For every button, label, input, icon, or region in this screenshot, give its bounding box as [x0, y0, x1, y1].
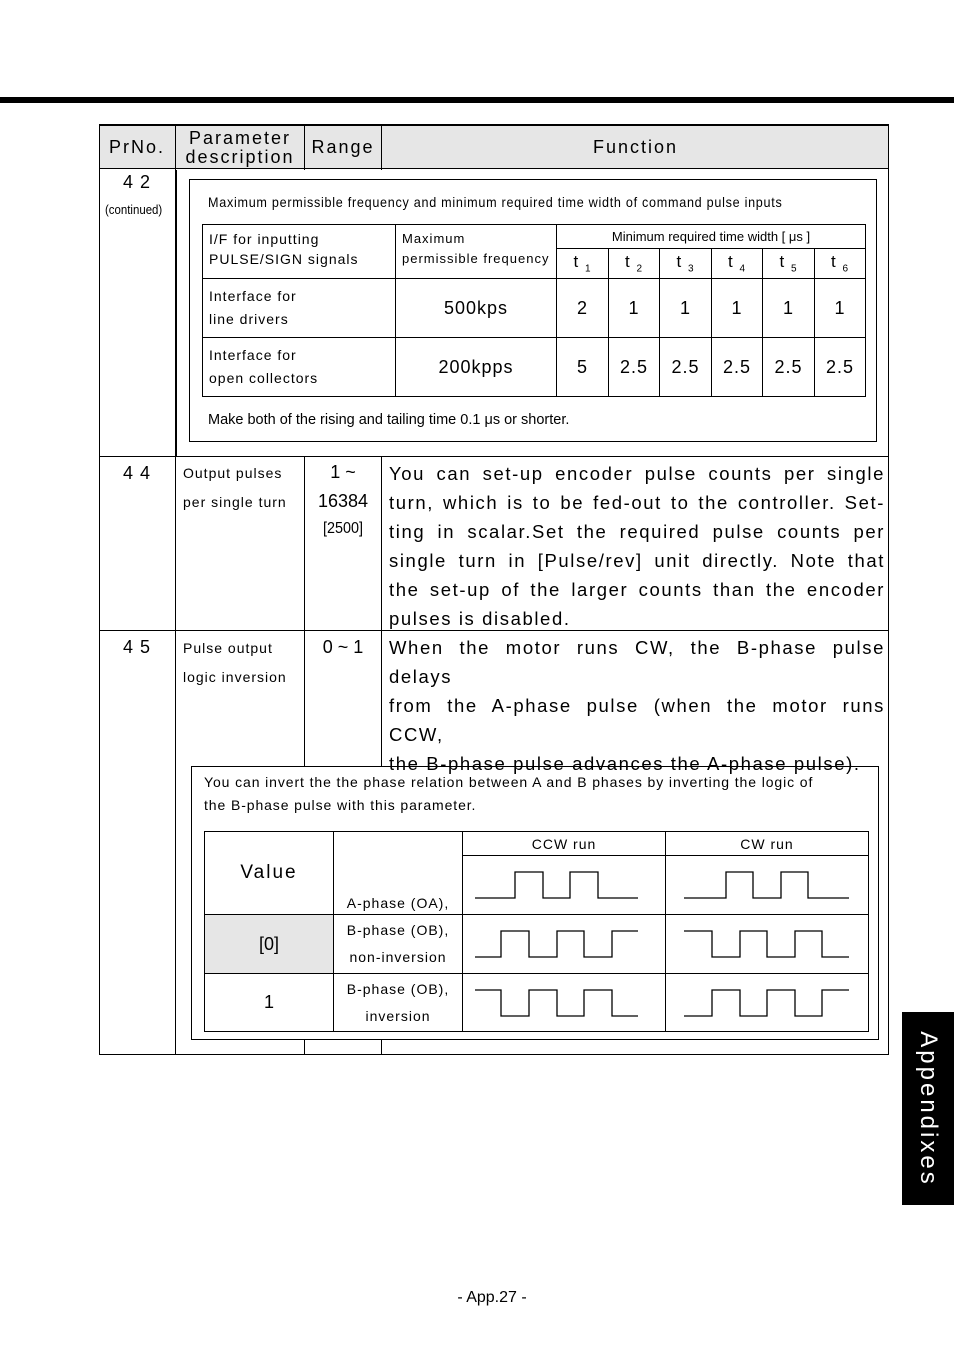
freq-cell: 500kps: [396, 279, 557, 338]
time-cell: 2.5: [712, 338, 763, 397]
t-label: [815, 249, 866, 279]
row44-function-line: the set-up of the larger counts than the encoder: [389, 579, 885, 600]
t-label-index: 2: [636, 263, 644, 275]
time-cell: 1: [660, 279, 712, 338]
header-param-line2: description: [185, 146, 295, 167]
if-header-cell: [203, 225, 396, 279]
row42-continued: (continued): [105, 202, 163, 217]
if-cell: [203, 338, 396, 397]
row44-range-l2: 16384: [317, 491, 369, 511]
freq-header-cell: [396, 225, 557, 279]
row44-function-line: pulses is disabled.: [389, 608, 571, 629]
a-phase-cw-wave-cell: [666, 856, 869, 915]
logic-inversion-text-l2: the B-phase pulse with this parameter.: [204, 797, 477, 813]
b-phase-noninv-ccw-wave: [463, 915, 665, 973]
b-phase-inv-ccw-wave-cell: [463, 974, 666, 1032]
if-header-l1: I/F for inputting: [209, 231, 320, 247]
row44-desc-l2: per single turn: [183, 494, 287, 510]
b-phase-inv-label: [334, 974, 463, 1032]
t-label-index: 3: [687, 263, 695, 275]
t-label-index: 1: [584, 263, 592, 275]
row45-desc-l2: logic inversion: [183, 669, 287, 685]
if-cell-l2: line drivers: [209, 311, 289, 327]
b-phase-noninv-label: [334, 915, 463, 974]
appendixes-tab-label: Appendixes: [915, 1030, 942, 1187]
header-prno: PrNo.: [108, 137, 165, 157]
logic-inversion-text-l1: You can invert the the phase relation between A and B phases by inverting the logic of: [204, 774, 814, 790]
time-cell: 1: [712, 279, 763, 338]
cw-run-header: CW run: [666, 832, 869, 856]
b-phase-label-l1: B-phase (OB),: [346, 980, 450, 997]
b-phase-inv-ccw-wave: [463, 974, 665, 1031]
ccw-run-header: CCW run: [463, 832, 666, 856]
time-cell: 1: [609, 279, 660, 338]
b-phase-label-l2: inversion: [365, 1007, 431, 1024]
value-cell-0: [0]: [205, 915, 334, 974]
b-phase-noninv-cw-wave: [666, 915, 868, 973]
t-label-letter: t: [727, 252, 734, 272]
time-cell: 1: [763, 279, 815, 338]
top-rule: [0, 97, 954, 103]
time-cell: 5: [557, 338, 609, 397]
time-cell: 2: [557, 279, 609, 338]
table-row: [203, 338, 866, 397]
row44-function-line: single turn in [Pulse/rev] unit directly. Note that: [389, 550, 885, 571]
a-phase-cw-wave: [666, 856, 868, 914]
header-range: Range: [311, 137, 375, 157]
t-label-letter: t: [779, 252, 786, 272]
if-cell-l1: Interface for: [209, 288, 297, 304]
b-phase-inv-cw-wave: [666, 974, 868, 1031]
row45-prno: 4 5: [123, 637, 152, 657]
logic-inversion-table: [204, 831, 869, 1032]
freq-cell: 200kpps: [396, 338, 557, 397]
b-phase-inv-cw-wave-cell: [666, 974, 869, 1032]
row45-function-line: the B-phase pulse advances the A-phase pulse).: [389, 753, 861, 774]
row44-desc-l1: Output pulses: [183, 465, 283, 481]
header-parameter-description: [176, 126, 304, 169]
col-divider-2a: [304, 124, 305, 170]
if-header-l2: PULSE/SIGN signals: [209, 251, 359, 267]
t-label: [660, 249, 712, 279]
row44-function-line: turn, which is to be fed-out to the controller. Set-: [389, 492, 885, 513]
time-width-header: Minimum required time width [ μs ]: [557, 225, 866, 249]
if-cell-l2: open collectors: [209, 370, 319, 386]
freq-header-l1: Maximum: [402, 231, 466, 246]
if-cell-l1: Interface for: [209, 347, 297, 363]
row45-function: [389, 633, 885, 778]
time-cell: 2.5: [815, 338, 866, 397]
col-divider-3b: [381, 456, 382, 766]
rise-fall-note: Make both of the rising and tailing time 0.1 μs or shorter.: [208, 412, 570, 428]
header-param-line1: Parameter: [188, 127, 292, 148]
row45-range: 0 ~ 1: [322, 637, 364, 657]
col-divider-3c: [381, 1040, 382, 1054]
pulse-input-box-title: Maximum permissible frequency and minimum required time width of command pulse inputs: [208, 194, 783, 210]
b-phase-label-l2: non-inversion: [349, 949, 447, 965]
row44-prno: 4 4: [123, 463, 152, 483]
b-phase-noninv-cw-wave-cell: [666, 915, 869, 974]
row45-desc-l1: Pulse output: [183, 640, 273, 656]
box1-left-rule: [176, 170, 177, 456]
a-phase-ccw-wave: [463, 856, 665, 914]
b-phase-label-l1: B-phase (OB),: [346, 922, 450, 938]
col-divider-3a: [381, 124, 382, 170]
t-label-letter: t: [573, 252, 580, 272]
table-row: [203, 279, 866, 338]
row45-function-line: When the motor runs CW, the B-phase pulse delays: [389, 637, 885, 687]
t-label: [712, 249, 763, 279]
t-label: [763, 249, 815, 279]
t-label-index: 6: [842, 263, 850, 275]
page-number: - App.27 -: [457, 1289, 527, 1306]
a-phase-label: A-phase (OA),: [334, 832, 463, 915]
b-phase-noninv-ccw-wave-cell: [463, 915, 666, 974]
row42-prno: 4 2: [123, 172, 152, 192]
value-cell-1: 1: [205, 974, 334, 1032]
row-separator-44: [99, 456, 889, 457]
freq-header-l2: permissible frequency: [402, 251, 550, 266]
t-label: [609, 249, 660, 279]
time-cell: 2.5: [609, 338, 660, 397]
row44-range-default: [2500]: [322, 520, 364, 537]
header-function: Function: [592, 137, 679, 157]
t-label-index: 4: [739, 263, 747, 275]
col-divider-2c: [304, 1040, 305, 1054]
pulse-input-table: [202, 224, 866, 397]
appendixes-tab[interactable]: [902, 1012, 954, 1205]
a-phase-ccw-wave-cell: [463, 856, 666, 915]
t-label-letter: t: [830, 252, 837, 272]
row44-function-line: You can set-up encoder pulse counts per single: [389, 463, 885, 484]
if-cell: [203, 279, 396, 338]
t-label-letter: t: [624, 252, 631, 272]
time-cell: 2.5: [660, 338, 712, 397]
t-label-letter: t: [676, 252, 683, 272]
time-cell: 2.5: [763, 338, 815, 397]
row44-range-l1: 1 ~: [330, 462, 356, 482]
row44-function: [389, 459, 885, 633]
row45-function-line: from the A-phase pulse (when the motor runs CCW,: [389, 695, 885, 745]
value-header: Value: [205, 832, 334, 915]
row44-function-line: ting in scalar.Set the required pulse counts per: [389, 521, 885, 542]
time-cell: 1: [815, 279, 866, 338]
t-label: [557, 249, 609, 279]
t-label-index: 5: [790, 263, 798, 275]
